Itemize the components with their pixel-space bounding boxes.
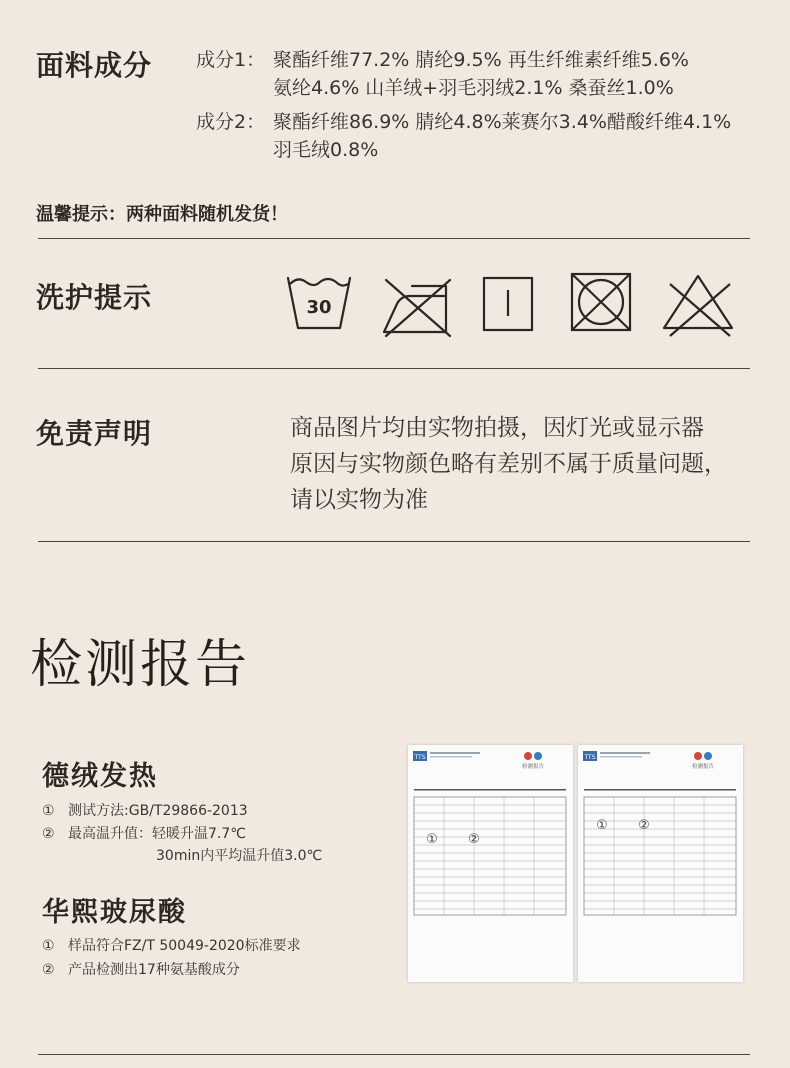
report-document-1 — [408, 745, 573, 982]
report-title: 检测报告 — [30, 635, 251, 695]
acid-title: 华熙玻尿酸 — [42, 897, 187, 928]
composition-2-line1: 聚酯纤维86.9% 腈纶4.8%莱赛尔3.4%醋酸纤维4.1% — [273, 111, 732, 133]
divider — [38, 541, 750, 542]
report-logo: TTS — [414, 754, 426, 761]
item-number: ② — [42, 962, 55, 978]
item-text: 测试方法:GB/T29866-2013 — [68, 803, 248, 819]
disclaimer-text — [290, 410, 740, 518]
disclaimer-line: 原因与实物颜色略有差别不属于质量问题， — [290, 451, 727, 477]
wash-temp-label: 30 — [306, 297, 332, 318]
fabric-title: 面料成分 — [36, 49, 153, 82]
heat-title: 德绒发热 — [42, 761, 158, 792]
report-mark-1: ① — [596, 818, 608, 833]
shipping-tip: 温馨提示：两种面料随机发货！ — [36, 204, 288, 225]
report-mark-1: ① — [426, 832, 438, 847]
line-dry-icon — [484, 278, 532, 330]
report-document-2 — [578, 745, 743, 982]
report-doc-heading: 检测报告 — [521, 764, 545, 770]
item-text: 最高温升值：轻暖升温7.7℃ — [68, 826, 246, 842]
composition-1-line2: 氨纶4.6% 山羊绒+羽毛羽绒2.1% 桑蚕丝1.0% — [273, 77, 674, 99]
care-title: 洗护提示 — [36, 281, 153, 314]
disclaimer-title: 免责声明 — [36, 417, 153, 450]
heat-item-1 — [42, 800, 248, 822]
care-icons — [284, 266, 744, 340]
composition-1 — [196, 46, 689, 102]
report-logo: TTS — [584, 754, 596, 761]
divider — [38, 1054, 750, 1055]
item-number: ① — [42, 803, 55, 819]
wash-30-icon — [288, 278, 350, 328]
composition-2 — [196, 108, 731, 164]
do-not-bleach-icon — [664, 276, 732, 336]
divider — [38, 238, 750, 239]
disclaimer-line: 请以实物为准 — [290, 487, 428, 513]
divider — [38, 368, 750, 369]
item-text: 产品检测出17种氨基酸成分 — [68, 962, 240, 978]
item-number: ① — [42, 938, 55, 954]
acid-item-2 — [42, 959, 240, 981]
composition-1-label: 成分1： — [196, 49, 266, 71]
composition-1-line1: 聚酯纤维77.2% 腈纶9.5% 再生纤维素纤维5.6% — [273, 49, 689, 71]
item-number: ② — [42, 826, 55, 842]
acid-item-1 — [42, 935, 301, 957]
report-mark-2: ② — [638, 818, 650, 833]
do-not-iron-icon — [384, 280, 450, 336]
item-text-continued: 30min内平均温升值3.0℃ — [156, 848, 323, 864]
report-doc-heading: 检测报告 — [691, 764, 715, 770]
disclaimer-line: 商品图片均由实物拍摄，因灯光或显示器 — [290, 415, 704, 441]
do-not-tumble-dry-icon — [572, 274, 630, 330]
report-mark-2: ② — [468, 832, 480, 847]
composition-2-label: 成分2： — [196, 111, 266, 133]
heat-item-2 — [42, 823, 322, 867]
composition-2-line2: 羽毛绒0.8% — [273, 139, 379, 161]
item-text: 样品符合FZ/T 50049-2020标准要求 — [68, 938, 301, 954]
